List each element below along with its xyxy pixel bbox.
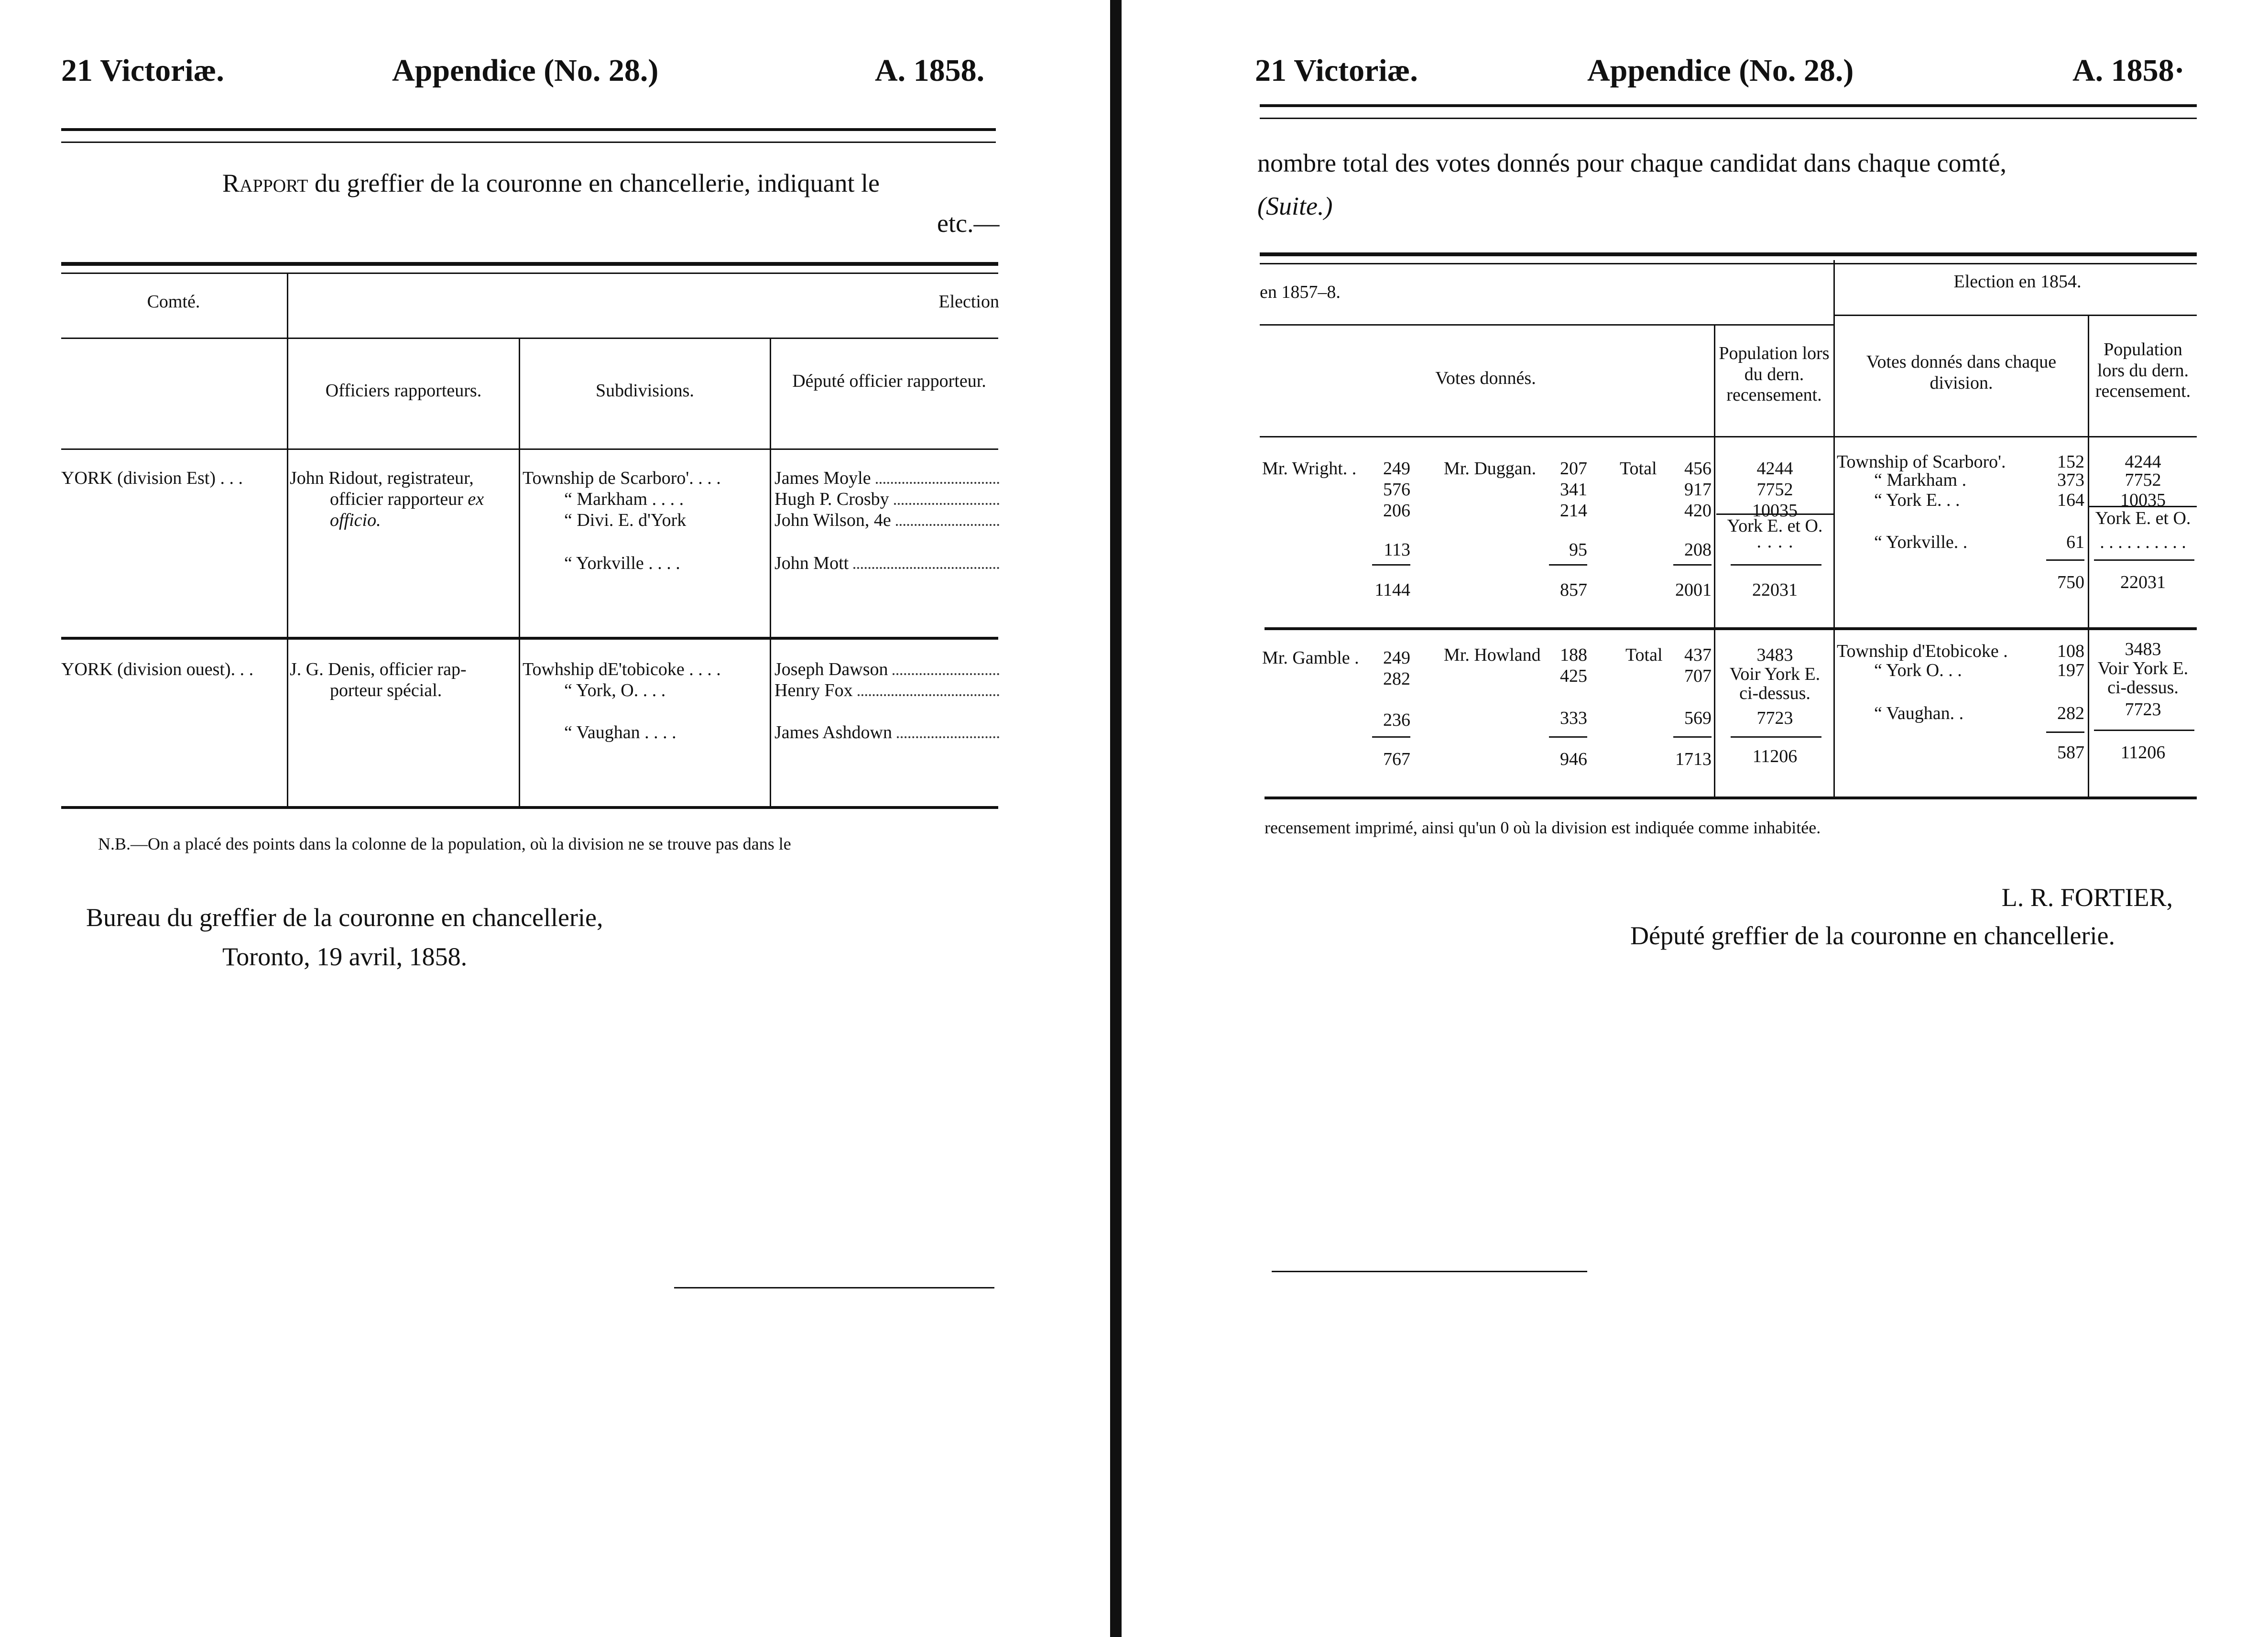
division-votes: 108 [2057,641,2084,661]
population2-value: 10035 [2120,490,2166,510]
total-votes: 569 [1684,708,1712,728]
table-vrule [1833,260,1835,797]
total-label: Total [1620,458,1657,479]
sum-a: 767 [1383,749,1410,769]
sum-rule [1372,564,1410,566]
population2-value: ci-dessus. [2107,677,2179,698]
header-rule [1260,104,2197,119]
division-name: “ Vaughan. . [1874,703,1964,723]
votes-b: 341 [1560,480,1587,500]
col-header-election: Election [938,292,999,312]
sum-rule [2094,730,2194,731]
sum-rule [1731,564,1821,566]
subdivision: Towhship dE'tobicoke . . . . [523,659,721,679]
depute-name: James Moyle [774,468,871,488]
population2-value: . . . . . . . . . . [2100,532,2186,552]
cell-rule [1716,513,1833,515]
sum-rule [1372,736,1410,738]
sum-rule [1549,564,1587,566]
header-rule [61,128,996,143]
population-value: · · · · [1756,537,1794,557]
votes-b: 333 [1560,708,1587,728]
dot-leader [876,468,999,484]
depute-row [774,489,999,510]
officier-line [330,489,484,510]
population2-sum: 22031 [2120,572,2166,592]
population-value: 10035 [1752,501,1798,521]
population-sum: 11206 [1752,746,1798,766]
table-bottom-rule [1265,797,2197,799]
dot-leader [853,553,999,569]
population2-sum: 11206 [2120,742,2166,763]
col-header-population: Population lors du dern. recensement. [1719,343,1830,405]
intro-body: du greffier de la couronne en chancellerie, indiquant le [308,169,880,197]
header-session: 21 Victoriæ. [1255,53,1418,88]
table-rule [1265,627,2197,630]
population-value: York E. et O. [1727,516,1823,536]
table-vrule [519,338,520,806]
population-value: Voir York E. [1729,664,1821,684]
sum-b: 946 [1560,749,1587,769]
depute-name: Joseph Dawson [774,659,888,679]
total-votes: 208 [1684,540,1712,560]
officier-text: officier rapporteur [330,489,463,509]
table-rule [1260,436,2197,437]
col-header-population-2: Population lors du dern. recensement. [2095,339,2191,402]
footnote: N.B.—On a placé des points dans la colonne de la population, où la division ne se trouve pas dans le [98,834,791,853]
votes-a: 576 [1383,480,1410,500]
depute-name: Hugh P. Crosby [774,489,889,509]
col-header-votes: Votes donnés. [1435,368,1536,388]
sum-rule [2046,731,2084,733]
officier-line: officio. [330,510,381,530]
total-votes: 917 [1684,480,1712,500]
footnote: recensement imprimé, ainsi qu'un 0 où la division est indiquée comme inhabitée. [1265,818,1821,837]
population2-value: 7752 [2125,470,2161,490]
depute-row [774,510,999,531]
table-rule [61,338,998,339]
table-vrule [287,273,288,806]
population-value: 4244 [1756,458,1793,479]
votes-b: 95 [1569,540,1587,560]
depute-name: John Wilson, 4e [774,510,891,530]
sum-rule [1549,736,1587,738]
candidate-a: Mr. Wright. . [1262,458,1357,479]
subdivision: Township de Scarboro'. . . . [523,468,721,488]
subdivision: “ York, O. . . . [564,680,666,700]
intro-continuation: etc.— [937,209,1000,238]
population-sum: 22031 [1752,580,1798,600]
signature-name: L. R. FORTIER, [2001,883,2173,912]
signature-title: Député greffier de la couronne en chancellerie. [1630,921,2115,950]
bureau-line: Bureau du greffier de la couronne en chancellerie, [86,903,603,932]
table-rule [1834,315,2197,316]
table-rule [61,448,998,450]
header-session: 21 Victoriæ. [61,53,224,88]
sum-rule [1731,736,1821,738]
votes-a: 236 [1383,710,1410,730]
table-top-rule [61,262,998,274]
sum-total: 2001 [1675,580,1712,600]
division-name: “ Yorkville. . [1874,532,1968,552]
division-sum: 587 [2057,742,2084,763]
col-header-en1857: en 1857–8. [1260,282,1341,302]
depute-name: James Ashdown [774,722,892,742]
closing-rule [674,1287,994,1288]
depute-row [774,722,999,743]
table-rule [1260,324,1833,326]
comte-york-est: YORK (division Est) . . . [61,468,243,488]
dot-leader [858,680,999,696]
col-header-election-1854: Election en 1854. [1953,272,2082,292]
population-value: 7723 [1756,708,1793,728]
votes-b: 207 [1560,458,1587,479]
population2-value: 4244 [2125,452,2161,472]
bureau-line: Toronto, 19 avril, 1858. [222,942,468,971]
closing-rule [1272,1271,1587,1272]
division-name: Township of Scarboro'. [1837,452,2006,472]
votes-a: 249 [1383,458,1410,479]
right-page [1138,0,2268,1637]
dot-leader [893,659,999,675]
division-sum: 750 [2057,572,2084,592]
population2-value: 3483 [2125,639,2161,659]
division-name: “ York E. . . [1874,490,1960,510]
sum-b: 857 [1560,580,1587,600]
officier-line: John Ridout, registrateur, [290,468,474,488]
population-value: ci-dessus. [1739,683,1810,703]
population2-value: Voir York E. [2097,658,2189,678]
officier-line: porteur spécial. [330,680,442,700]
sum-a: 1144 [1374,580,1410,600]
division-votes: 282 [2057,703,2084,723]
subdivision: “ Vaughan . . . . [564,722,676,742]
sum-rule [2046,559,2084,561]
col-header-votes-division: Votes donnés dans chaque division. [1866,352,2057,393]
division-votes: 61 [2066,532,2084,552]
table-vrule [770,338,771,806]
division-name: Township d'Etobicoke . [1837,641,2008,661]
dot-leader [894,489,999,505]
binding-gutter [1110,0,1122,1637]
total-votes: 456 [1684,458,1712,479]
dot-leader [897,722,999,738]
col-header-officiers: Officiers rapporteurs. [325,381,482,401]
depute-row [774,659,999,680]
votes-b: 425 [1560,666,1587,686]
population2-value: 7723 [2125,699,2161,720]
division-votes: 373 [2057,470,2084,490]
officier-line: J. G. Denis, officier rap- [290,659,467,679]
subdivision: “ Yorkville . . . . [564,553,680,573]
candidate-b: Mr. Duggan. [1444,458,1537,479]
intro-text: nombre total des votes donnés pour chaque candidat dans chaque comté, [1257,149,2007,177]
total-label: Total [1625,645,1663,665]
division-name: “ Markham . [1874,470,1967,490]
header-year: A. 1858. [875,53,985,88]
division-votes: 164 [2057,490,2084,510]
population-value: 7752 [1756,480,1793,500]
division-votes: 152 [2057,452,2084,472]
header-appendix: Appendice (No. 28.) [392,53,659,88]
subdivision: “ Divi. E. d'York [564,510,687,530]
votes-b: 188 [1560,645,1587,665]
depute-name: John Mott [774,553,849,573]
candidate-a: Mr. Gamble . [1262,648,1359,668]
candidate-b: Mr. Howland [1444,645,1541,665]
division-name: “ York O. . . [1874,660,1962,680]
header-appendix: Appendice (No. 28.) [1587,53,1854,88]
total-votes: 437 [1684,645,1712,665]
population2-value: York E. et O. [2095,508,2191,528]
table-bottom-rule [61,806,998,809]
depute-name: Henry Fox [774,680,853,700]
col-header-subdivisions: Subdivisions. [596,381,694,401]
population-value: 3483 [1756,645,1793,665]
subdivision: “ Markham . . . . [564,489,684,509]
total-votes: 707 [1684,666,1712,686]
officier-ex: ex [468,489,484,509]
intro-text [222,168,880,198]
depute-row [774,680,999,701]
col-header-depute: Député officier rapporteur. [792,371,986,391]
comte-york-ouest: YORK (division ouest). . . [61,659,254,679]
intro-lead: Rapport [222,169,308,197]
intro-suite: (Suite.) [1257,192,1333,220]
depute-row [774,553,999,574]
total-votes: 420 [1684,501,1712,521]
division-votes: 197 [2057,660,2084,680]
votes-a: 206 [1383,501,1410,521]
sum-rule [1673,736,1712,738]
votes-a: 113 [1384,540,1410,560]
cell-rule [2089,506,2197,507]
votes-a: 249 [1383,648,1410,668]
col-header-comte: Comté. [147,292,200,312]
table-rule [61,637,998,640]
depute-row [774,468,999,489]
votes-b: 214 [1560,501,1587,521]
votes-a: 282 [1383,669,1410,689]
table-top-rule [1260,252,2197,264]
sum-total: 1713 [1675,749,1712,769]
left-page [0,0,1119,1637]
header-year: A. 1858· [2072,53,2185,88]
dot-leader [896,510,999,526]
sum-rule [1673,564,1712,566]
sum-rule [2094,559,2194,561]
